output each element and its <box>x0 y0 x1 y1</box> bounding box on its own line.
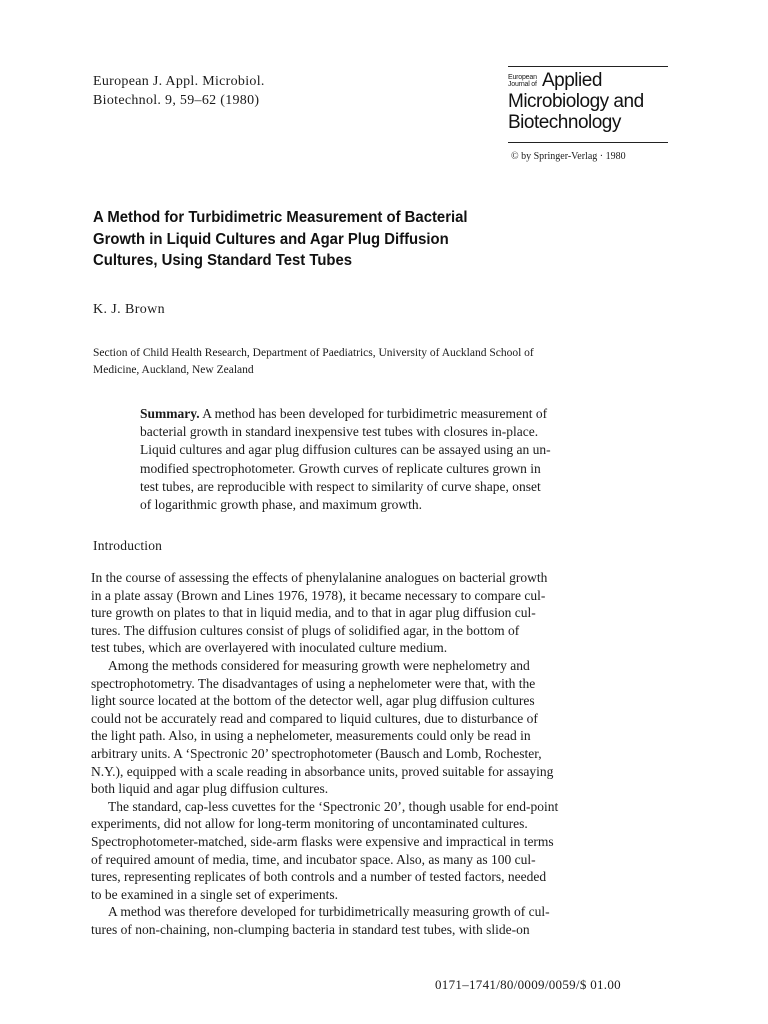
summary-first-line-text: A method has been developed for turbidimetric measurement of <box>199 406 548 421</box>
journal-name-line: Applied <box>542 70 602 91</box>
body-line: the light path. Also, in using a nephelometer, measurements could only be read in <box>91 728 531 744</box>
body-line: ture growth on plates to that in liquid media, and to that in agar plug diffusion cul- <box>91 605 536 621</box>
title-line: A Method for Turbidimetric Measurement of Bacterial <box>93 209 468 226</box>
journal-small-text: European Journal of <box>508 74 537 88</box>
affiliation-line: Section of Child Health Research, Department of Paediatrics, University of Auckland School of <box>93 347 534 359</box>
summary <box>140 405 640 514</box>
journal-rule-top <box>508 66 668 67</box>
summary-line <box>140 405 640 423</box>
paper-title <box>93 207 502 272</box>
body-line: A method was therefore developed for turbidimetrically measuring growth of cul- <box>108 904 550 920</box>
summary-line: of logarithmic growth phase, and maximum growth. <box>140 497 422 513</box>
author: K. J. Brown <box>93 302 166 317</box>
summary-label: Summary. <box>140 406 200 421</box>
journal-copyright: © by Springer-Verlag · 1980 <box>511 151 626 162</box>
body-line: experiments, did not allow for long-term monitoring of uncontaminated cultures. <box>91 816 528 832</box>
summary-line: bacterial growth in standard inexpensive test tubes with closures in-place. <box>140 424 539 440</box>
summary-line: modified spectrophotometer. Growth curves of replicate cultures grown in <box>140 460 541 476</box>
body-line: light source located at the bottom of the detector well, agar plug diffusion cultures <box>91 693 535 709</box>
body-line: arbitrary units. A ‘Spectronic 20’ spectrophotometer (Bausch and Lomb, Rochester, <box>91 745 542 761</box>
affiliation <box>93 345 653 379</box>
footer-code: 0171–1741/80/0009/0059/$ 01.00 <box>435 977 621 992</box>
body-line: could not be accurately read and compared to liquid cultures, due to disturbance of <box>91 710 538 726</box>
affiliation-line: Medicine, Auckland, New Zealand <box>93 364 254 376</box>
body-line: N.Y.), equipped with a scale reading in absorbance units, proved suitable for assaying <box>91 763 554 779</box>
journal-logo <box>508 66 668 162</box>
body-line: to be examined in a single set of experiments. <box>91 886 339 902</box>
citation-line: European J. Appl. Microbiol. <box>93 74 265 89</box>
journal-name-line: Microbiology and <box>508 91 644 112</box>
body-line: Spectrophotometer-matched, side-arm flasks were expensive and impractical in terms <box>91 833 554 849</box>
section-heading-introduction: Introduction <box>93 538 163 553</box>
citation-line: Biotechnol. 9, 59–62 (1980) <box>93 93 260 108</box>
title-line: Growth in Liquid Cultures and Agar Plug Diffusion <box>93 230 449 248</box>
introduction-body <box>91 569 651 938</box>
body-line: both liquid and agar plug diffusion cultures. <box>91 781 329 797</box>
title-line: Cultures, Using Standard Test Tubes <box>93 252 353 269</box>
body-line: The standard, cap-less cuvettes for the ‘Spectronic 20’, though usable for end-point <box>108 798 559 814</box>
body-line: spectrophotometry. The disadvantages of using a nephelometer were that, with the <box>91 675 536 691</box>
body-line: tures. The diffusion cultures consist of plugs of solidified agar, in the bottom of <box>91 622 520 638</box>
citation <box>93 72 265 110</box>
body-line: in a plate assay (Brown and Lines 1976, 1978), it became necessary to compare cul- <box>91 587 546 603</box>
journal-name-line: Biotechnology <box>508 112 621 133</box>
body-line: In the course of assessing the effects of phenylalanine analogues on bacterial growth <box>91 570 548 585</box>
body-line: tures, representing replicates of both controls and a number of tested factors, needed <box>91 869 547 885</box>
summary-line: Liquid cultures and agar plug diffusion cultures can be assayed using an un- <box>140 442 551 458</box>
journal-rule-bottom <box>508 142 668 143</box>
summary-line: test tubes, are reproducible with respect to similarity of curve shape, onset <box>140 478 541 494</box>
body-line: of required amount of media, time, and incubator space. Also, as many as 100 cul- <box>91 851 536 867</box>
body-line: tures of non-chaining, non-clumping bacteria in standard test tubes, with slide-on <box>91 921 530 937</box>
body-line: Among the methods considered for measuring growth were nephelometry and <box>108 657 530 673</box>
body-line: test tubes, which are overlayered with inoculated culture medium. <box>91 640 448 656</box>
